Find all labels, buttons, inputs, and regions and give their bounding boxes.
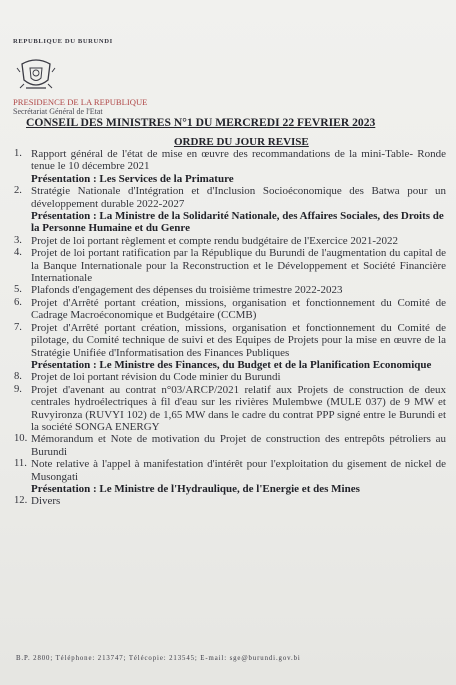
agenda-item-number: 12. <box>14 495 28 507</box>
agenda-item-text: Divers <box>31 495 61 508</box>
agenda-item-number: 2. <box>14 185 22 197</box>
agenda-item-text: Projet d'avenant au contrat n°03/ARCP/2021 relatif aux Projets de construction de deux centrales hydroélectriques à fil d'eau sur les rivières Mulembwe (MULE 037) de 9 MW et Ruvyironza (RUVYI 102) de 1,65 MW dans le cadre du contrat PPP signé entre le Burundi et la société SONGA ENERGY <box>31 383 446 433</box>
agenda-item <box>0 322 456 359</box>
agenda-item <box>0 284 456 296</box>
agenda-item-text: Mémorandum et Note de motivation du Projet de construction des entrepôts pétroliers au Burundi <box>31 433 446 458</box>
agenda-item-text: Projet d'Arrêté portant création, missions, organisation et fonctionnement du Comité de pilotage, du Comité technique de suivi et des Equipes de Projets pour la mise en œuvre de la Stratégie Unifiée d'Informatisation des Finances Publiques <box>31 321 446 359</box>
agenda-item-text: Stratégie Nationale d'Intégration et d'Inclusion Socioéconomique des Batwa pour un développement durable 2022-2027 <box>31 185 446 210</box>
document-subtitle: ORDRE DU JOUR REVISE <box>174 136 309 148</box>
agenda-presenter: Présentation : La Ministre de la Solidarité Nationale, des Affaires Sociales, des Droits de la Personne Humaine et du Genre <box>31 210 444 235</box>
agenda-item-number: 9. <box>14 383 22 395</box>
agenda-item <box>0 185 456 210</box>
agenda-item <box>0 433 456 458</box>
agenda-list <box>0 148 456 508</box>
agenda-item-number: 3. <box>14 234 22 246</box>
agenda-item-text: Projet de loi portant révision du Code minier du Burundi <box>31 371 281 384</box>
agenda-presenter: Présentation : Le Ministre de l'Hydraulique, de l'Energie et des Mines <box>31 482 360 495</box>
agenda-item-number: 7. <box>14 321 22 333</box>
agenda-item-text: Plafonds d'engagement des dépenses du troisième trimestre 2022-2023 <box>31 284 343 297</box>
agenda-item-number: 11. <box>14 458 27 470</box>
document-title: CONSEIL DES MINISTRES N°1 DU MERCREDI 22 FEVRIER 2023 <box>26 116 376 129</box>
presidency-label: PRESIDENCE DE LA REPUBLIQUE <box>13 97 148 107</box>
agenda-item <box>0 148 456 173</box>
agenda-item <box>0 371 456 383</box>
agenda-item-text: Projet de loi portant règlement et compte rendu budgétaire de l'Exercice 2021-2022 <box>31 234 398 247</box>
agenda-item-text: Rapport général de l'état de mise en œuvre des recommandations de la mini-Table- Ronde tenue le 10 décembre 2021 <box>31 148 446 173</box>
agenda-item-number: 8. <box>14 371 22 383</box>
agenda-item <box>0 247 456 284</box>
agenda-item-number: 5. <box>14 284 22 296</box>
agenda-item-text: Note relative à l'appel à manifestation d'intérêt pour l'exploitation du gisement de nickel de Musongati <box>31 458 446 483</box>
agenda-item-number: 10. <box>14 433 28 445</box>
agenda-item-number: 1. <box>14 148 22 159</box>
agenda-item <box>0 235 456 247</box>
agenda-item-number: 4. <box>14 247 22 259</box>
footer-contact: B.P. 2800; Téléphone: 213747; Télécopie: 213545; E-mail: sge@burundi.gov.bi <box>16 655 301 662</box>
agenda-item-text: Projet de loi portant ratification par la République du Burundi de l'augmentation du capital de la Banque Internationale pour la Reconstruction et le Développement et Société Financière Internationale <box>31 247 446 285</box>
coat-of-arms-emblem <box>16 54 56 94</box>
agenda-item-number: 6. <box>14 296 22 308</box>
agenda-item-text: Projet d'Arrêté portant création, missions, organisation et fonctionnement du Comité de Cadrage Macroéconomique et Budgétaire (CCMB) <box>31 296 446 322</box>
secretariat-label: Secrétariat Général de l'Etat <box>13 107 103 116</box>
country-header: REPUBLIQUE DU BURUNDI <box>13 38 113 45</box>
agenda-item <box>0 297 456 322</box>
agenda-item <box>0 458 456 483</box>
agenda-item <box>0 495 456 507</box>
agenda-presenter: Présentation : Le Ministre des Finances, du Budget et de la Planification Economique <box>31 358 432 371</box>
agenda-presenter: Présentation : Les Services de la Primature <box>31 172 234 185</box>
agenda-item <box>0 384 456 434</box>
